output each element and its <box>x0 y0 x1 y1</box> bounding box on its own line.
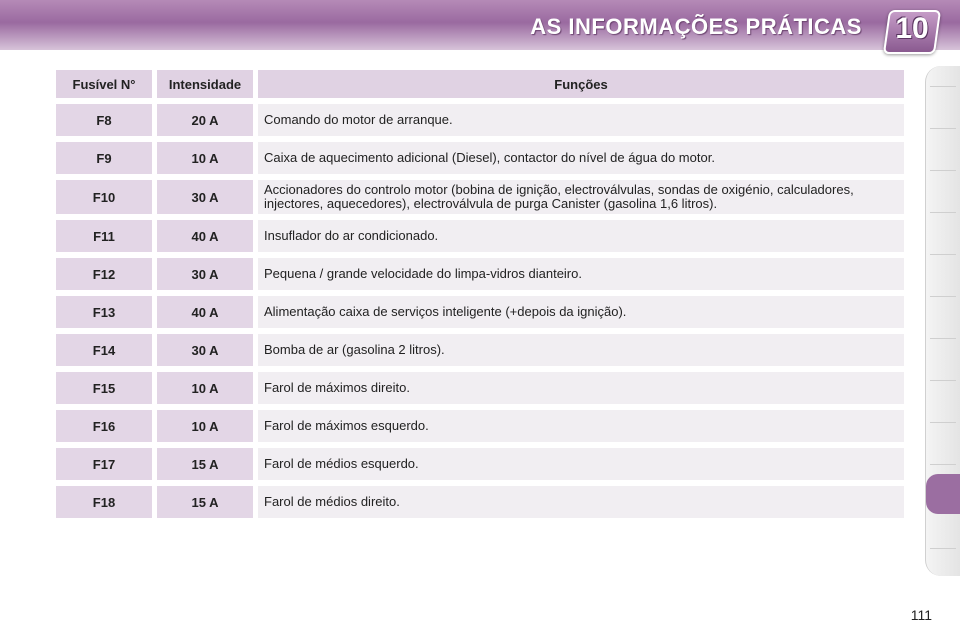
table-row <box>56 104 904 136</box>
table-row <box>56 372 904 404</box>
page-number: 111 <box>910 607 932 623</box>
column-header-fuse: Fusível N° <box>56 70 152 98</box>
table-row <box>56 486 904 518</box>
chapter-tab-active[interactable] <box>926 474 960 514</box>
tab-divider <box>930 128 956 129</box>
fuse-cell: F15 <box>56 372 152 404</box>
intensity-cell: 15 A <box>157 448 253 480</box>
fuse-cell: F8 <box>56 104 152 136</box>
fuse-cell: F14 <box>56 334 152 366</box>
function-cell: Caixa de aquecimento adicional (Diesel), contactor do nível de água do motor. <box>258 142 904 174</box>
tab-divider <box>930 464 956 465</box>
intensity-cell: 30 A <box>157 180 253 214</box>
intensity-cell: 10 A <box>157 142 253 174</box>
tab-divider <box>930 170 956 171</box>
table-row <box>56 180 904 214</box>
tab-divider <box>930 86 956 87</box>
fuse-table-wrapper <box>56 64 904 524</box>
table-row <box>56 142 904 174</box>
intensity-cell: 30 A <box>157 258 253 290</box>
chapter-number: 10 <box>895 12 929 45</box>
table-row <box>56 448 904 480</box>
fuse-cell: F12 <box>56 258 152 290</box>
function-cell: Farol de médios direito. <box>258 486 904 518</box>
table-body <box>56 104 904 518</box>
column-header-functions: Funções <box>258 70 904 98</box>
function-cell: Farol de médios esquerdo. <box>258 448 904 480</box>
intensity-cell: 15 A <box>157 486 253 518</box>
intensity-cell: 30 A <box>157 334 253 366</box>
function-cell: Pequena / grande velocidade do limpa-vidros dianteiro. <box>258 258 904 290</box>
tab-divider <box>930 380 956 381</box>
function-cell: Alimentação caixa de serviços inteligente (+depois da ignição). <box>258 296 904 328</box>
function-cell: Insuflador do ar condicionado. <box>258 220 904 252</box>
tab-divider <box>930 548 956 549</box>
intensity-cell: 10 A <box>157 372 253 404</box>
intensity-cell: 40 A <box>157 220 253 252</box>
function-cell: Bomba de ar (gasolina 2 litros). <box>258 334 904 366</box>
intensity-cell: 40 A <box>157 296 253 328</box>
fuse-cell: F11 <box>56 220 152 252</box>
tab-divider <box>930 296 956 297</box>
tab-divider <box>930 422 956 423</box>
fuse-table <box>51 64 909 524</box>
tab-divider <box>930 254 956 255</box>
fuse-cell: F10 <box>56 180 152 214</box>
intensity-cell: 20 A <box>157 104 253 136</box>
table-header-row <box>56 70 904 98</box>
table-row <box>56 296 904 328</box>
table-row <box>56 220 904 252</box>
function-cell: Farol de máximos esquerdo. <box>258 410 904 442</box>
table-row <box>56 258 904 290</box>
tab-divider <box>930 212 956 213</box>
column-header-intensity: Intensidade <box>157 70 253 98</box>
function-cell: Farol de máximos direito. <box>258 372 904 404</box>
fuse-cell: F16 <box>56 410 152 442</box>
table-row <box>56 410 904 442</box>
fuse-cell: F17 <box>56 448 152 480</box>
fuse-cell: F18 <box>56 486 152 518</box>
fuse-cell: F9 <box>56 142 152 174</box>
function-cell: Accionadores do controlo motor (bobina de ignição, electroválvulas, sondas de oxigénio, calculadores, injectores, aquecedores), electroválvula de purga Canister (gasolina 1,6 litros). <box>258 180 904 214</box>
fuse-cell: F13 <box>56 296 152 328</box>
tab-divider <box>930 338 956 339</box>
page-title: AS INFORMAÇÕES PRÁTICAS <box>530 14 862 39</box>
intensity-cell: 10 A <box>157 410 253 442</box>
function-cell: Comando do motor de arranque. <box>258 104 904 136</box>
table-row <box>56 334 904 366</box>
